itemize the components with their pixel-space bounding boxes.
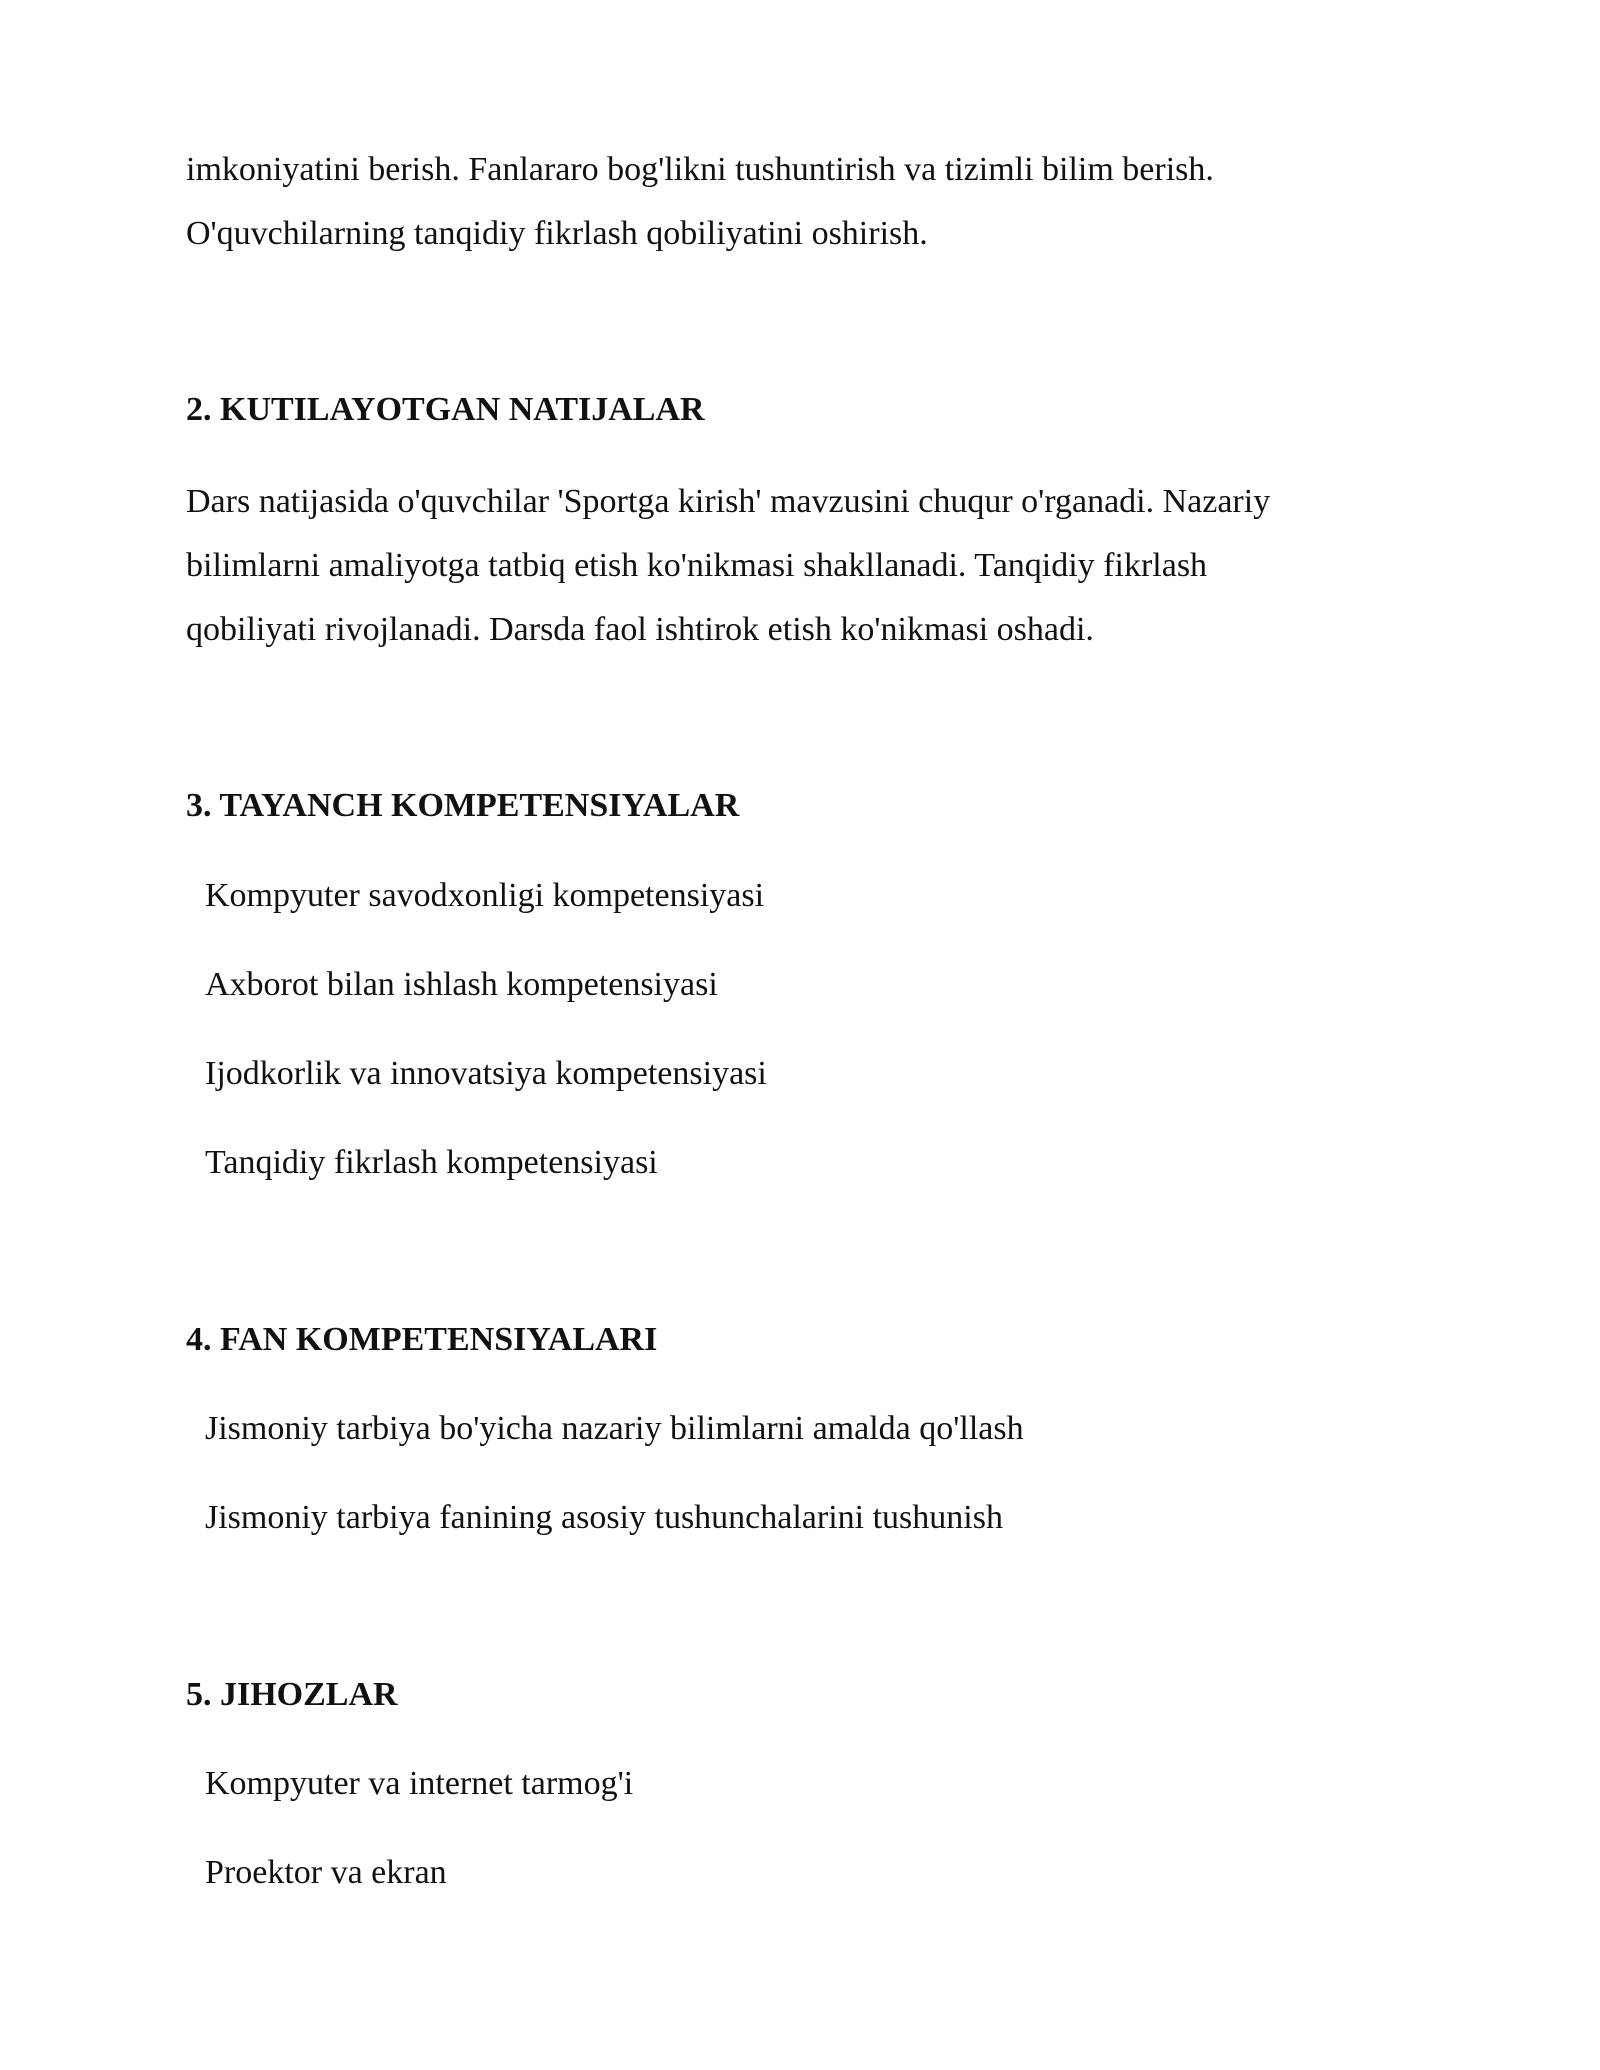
paragraph-line: qobiliyati rivojlanadi. Darsda faol ishtirok etish ko'nikmasi oshadi.	[186, 611, 1094, 648]
list-item: Tanqidiy fikrlash kompetensiyasi	[205, 1144, 658, 1181]
list-item: Ijodkorlik va innovatsiya kompetensiyasi	[205, 1055, 767, 1092]
list-item: Jismoniy tarbiya fanining asosiy tushunchalarini tushunish	[205, 1499, 1003, 1536]
section-heading-fan-kompetensiyalari: 4. FAN KOMPETENSIYALARI	[186, 1321, 658, 1358]
list-item: Jismoniy tarbiya bo'yicha nazariy bilimlarni amalda qo'llash	[205, 1410, 1024, 1447]
list-item: Axborot bilan ishlash kompetensiyasi	[205, 966, 718, 1003]
section-paragraph-natijalar	[186, 470, 1446, 662]
list-item: Kompyuter savodxonligi kompetensiyasi	[205, 877, 765, 914]
section-heading-jihozlar: 5. JIHOZLAR	[186, 1676, 398, 1713]
section-heading-tayanch-kompetensiyalar: 3. TAYANCH KOMPETENSIYALAR	[186, 787, 740, 824]
paragraph-line: Dars natijasida o'quvchilar 'Sportga kirish' mavzusini chuqur o'rganadi. Nazariy	[186, 483, 1271, 520]
list-item: Proektor va ekran	[205, 1854, 447, 1891]
paragraph-line: bilimlarni amaliyotga tatbiq etish ko'nikmasi shakllanadi. Tanqidiy fikrlash	[186, 547, 1208, 584]
intro-line: O'quvchilarning tanqidiy fikrlash qobiliyatini oshirish.	[186, 215, 928, 252]
section-heading-kutilayotgan-natijalar: 2. KUTILAYOTGAN NATIJALAR	[186, 391, 705, 428]
list-item: Kompyuter va internet tarmog'i	[205, 1765, 634, 1802]
intro-paragraph	[186, 138, 1446, 266]
intro-line: imkoniyatini berish. Fanlararo bog'likni tushuntirish va tizimli bilim berish.	[186, 151, 1214, 188]
